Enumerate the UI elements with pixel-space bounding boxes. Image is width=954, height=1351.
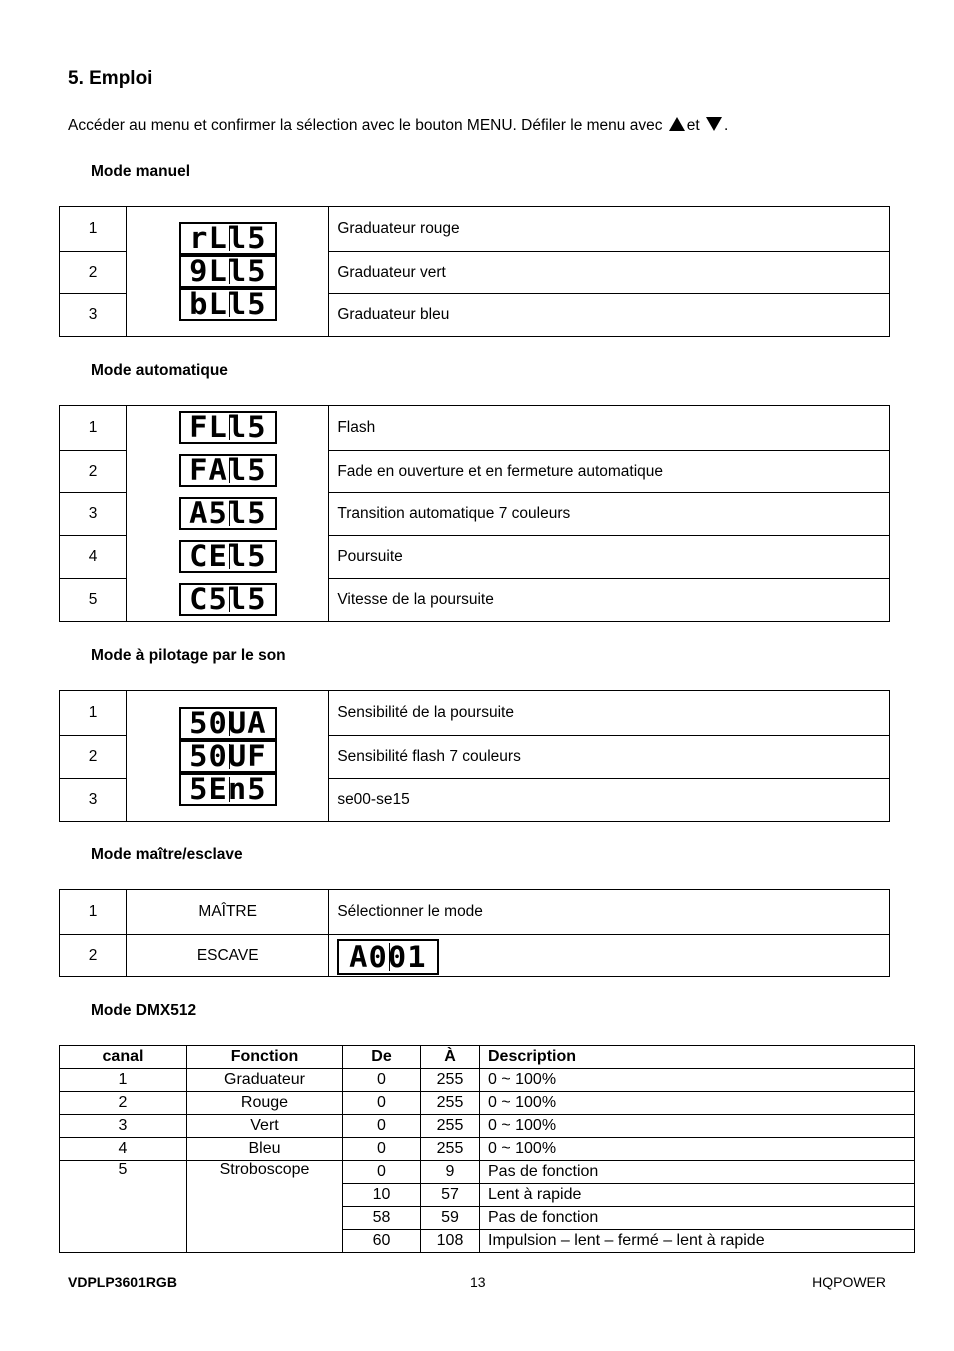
row-number: 3 <box>60 493 127 536</box>
header-fonction: Fonction <box>187 1046 343 1069</box>
intro-text-after: . <box>724 117 729 134</box>
cell-de: 0 <box>343 1069 421 1092</box>
header-de: De <box>343 1046 421 1069</box>
display-cell <box>127 406 329 622</box>
cell-a: 9 <box>421 1161 480 1184</box>
cell-description: Pas de fonction <box>480 1161 915 1184</box>
lcd-display: 5En5 <box>179 773 277 806</box>
header-a: À <box>421 1046 480 1069</box>
row-number: 2 <box>60 736 127 779</box>
cell-description: 0 ~ 100% <box>480 1138 915 1161</box>
cell-de: 0 <box>343 1092 421 1115</box>
lcd-display: bLl5 <box>179 288 277 321</box>
cell-a: 108 <box>421 1230 480 1253</box>
intro-paragraph <box>68 117 728 135</box>
cell-de: 10 <box>343 1184 421 1207</box>
cell-de: 58 <box>343 1207 421 1230</box>
cell-a: 59 <box>421 1207 480 1230</box>
row-number: 2 <box>60 451 127 493</box>
lcd-display: FAl5 <box>179 454 277 487</box>
row-description: Poursuite <box>329 536 890 579</box>
lcd-display: 9Ll5 <box>179 255 277 288</box>
row-description: Fade en ouverture et en fermeture automatique <box>329 451 890 493</box>
display-cell <box>127 691 329 822</box>
lcd-display: CEl5 <box>179 540 277 573</box>
row-description: Vitesse de la poursuite <box>329 579 890 622</box>
section-heading: 5. Emploi <box>68 68 153 89</box>
row-number: 1 <box>60 406 127 451</box>
cell-canal: 5 <box>60 1161 187 1253</box>
mode-label: ESCAVE <box>127 935 329 977</box>
cell-a: 255 <box>421 1138 480 1161</box>
cell-canal: 2 <box>60 1092 187 1115</box>
row-description: Sensibilité flash 7 couleurs <box>329 736 890 779</box>
cell-description: Lent à rapide <box>480 1184 915 1207</box>
table-row <box>60 1138 915 1161</box>
master-slave-table <box>59 889 890 977</box>
master-slave-mode-title: Mode maître/esclave <box>91 846 243 863</box>
manual-mode-title: Mode manuel <box>91 163 191 180</box>
row-number: 3 <box>60 294 127 337</box>
lcd-display: 50UA <box>179 707 277 740</box>
lcd-display: A001 <box>337 939 439 975</box>
row-number: 1 <box>60 207 127 252</box>
row-description: se00-se15 <box>329 779 890 822</box>
row-number: 2 <box>60 252 127 294</box>
table-row <box>60 1161 915 1184</box>
auto-mode-title: Mode automatique <box>91 362 228 379</box>
lcd-display: 50UF <box>179 740 277 773</box>
cell-canal: 3 <box>60 1115 187 1138</box>
cell-description: 0 ~ 100% <box>480 1092 915 1115</box>
manual-mode-table <box>59 206 890 337</box>
cell-de: 0 <box>343 1161 421 1184</box>
cell-description: 0 ~ 100% <box>480 1115 915 1138</box>
sound-mode-title: Mode à pilotage par le son <box>91 647 286 664</box>
cell-a: 57 <box>421 1184 480 1207</box>
sound-mode-table <box>59 690 890 822</box>
footer-brand: HQPOWER <box>812 1274 886 1290</box>
cell-de: 0 <box>343 1138 421 1161</box>
cell-fonction: Graduateur <box>187 1069 343 1092</box>
display-cell <box>127 207 329 337</box>
cell-fonction: Bleu <box>187 1138 343 1161</box>
cell-a: 255 <box>421 1069 480 1092</box>
row-description: Graduateur bleu <box>329 294 890 337</box>
footer-model: VDPLP3601RGB <box>68 1274 177 1290</box>
dmx-table <box>59 1045 915 1253</box>
row-description: Graduateur vert <box>329 252 890 294</box>
lcd-display: A5l5 <box>179 497 277 530</box>
row-description: Transition automatique 7 couleurs <box>329 493 890 536</box>
row-description: Flash <box>329 406 890 451</box>
cell-description: Pas de fonction <box>480 1207 915 1230</box>
display-cell <box>329 935 890 977</box>
lcd-display: C5l5 <box>179 583 277 616</box>
down-arrow-icon <box>706 117 722 131</box>
lcd-display: FLl5 <box>179 411 277 444</box>
cell-description: Impulsion – lent – fermé – lent à rapide <box>480 1230 915 1253</box>
row-number: 1 <box>60 691 127 736</box>
row-description: Sensibilité de la poursuite <box>329 691 890 736</box>
table-row <box>60 1069 915 1092</box>
cell-canal: 4 <box>60 1138 187 1161</box>
footer-page-number: 13 <box>470 1274 486 1290</box>
intro-text-middle: et <box>686 117 700 134</box>
cell-canal: 1 <box>60 1069 187 1092</box>
dmx-mode-title: Mode DMX512 <box>91 1002 197 1019</box>
table-row <box>60 1115 915 1138</box>
header-description: Description <box>480 1046 915 1069</box>
header-canal: canal <box>60 1046 187 1069</box>
row-number: 3 <box>60 779 127 822</box>
mode-label: MAÎTRE <box>127 890 329 935</box>
row-number: 2 <box>60 935 127 977</box>
cell-de: 0 <box>343 1115 421 1138</box>
row-description: Graduateur rouge <box>329 207 890 252</box>
cell-fonction: Stroboscope <box>187 1161 343 1253</box>
auto-mode-table <box>59 405 890 622</box>
lcd-display: rLl5 <box>179 222 277 255</box>
cell-a: 255 <box>421 1115 480 1138</box>
intro-text-before: Accéder au menu et confirmer la sélection avec le bouton MENU. Défiler le menu avec <box>68 117 663 134</box>
row-number: 1 <box>60 890 127 935</box>
cell-fonction: Rouge <box>187 1092 343 1115</box>
row-description: Sélectionner le mode <box>329 890 890 935</box>
up-arrow-icon <box>669 117 685 131</box>
row-number: 5 <box>60 579 127 622</box>
cell-description: 0 ~ 100% <box>480 1069 915 1092</box>
cell-fonction: Vert <box>187 1115 343 1138</box>
row-number: 4 <box>60 536 127 579</box>
cell-a: 255 <box>421 1092 480 1115</box>
cell-de: 60 <box>343 1230 421 1253</box>
table-row <box>60 1092 915 1115</box>
